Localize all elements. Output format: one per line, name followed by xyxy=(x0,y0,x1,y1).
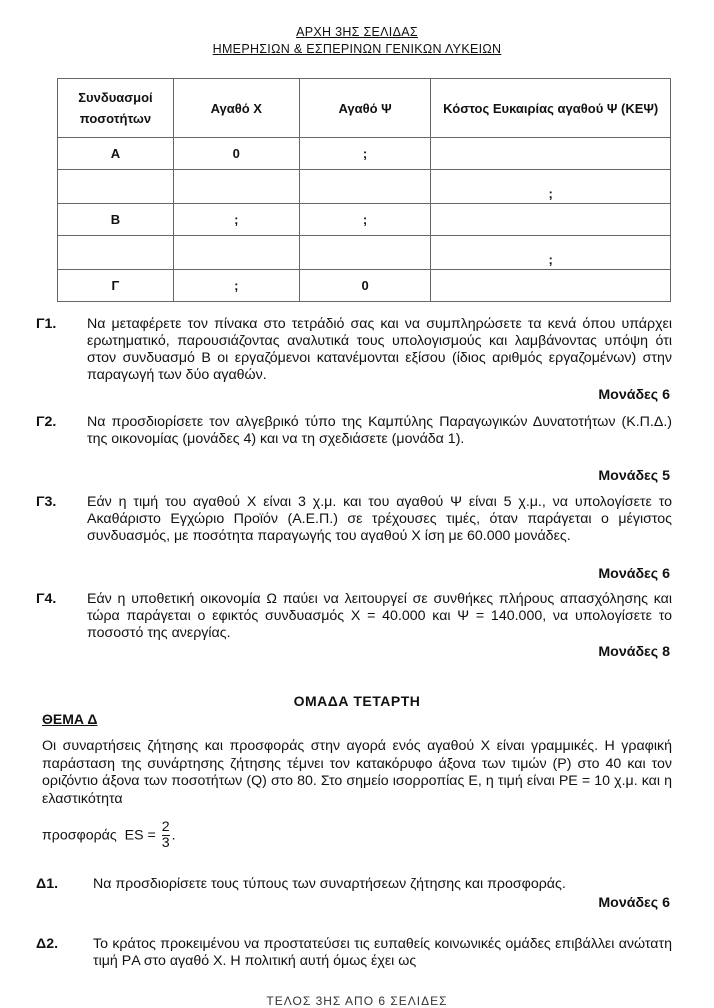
question-number: Γ3. xyxy=(36,494,57,510)
question-g4 xyxy=(36,591,672,642)
table-cell xyxy=(431,138,671,170)
question-g1 xyxy=(36,316,672,384)
table-cell: ; xyxy=(431,236,671,270)
table-cell: ; xyxy=(299,138,431,170)
header-line-2: ΗΜΕΡΗΣΙΩΝ & ΕΣΠΕΡΙΝΩΝ ΓΕΝΙΚΩΝ ΛΥΚΕΙΩΝ xyxy=(212,42,502,56)
points-label: Μονάδες 6 xyxy=(598,895,670,911)
question-number: Δ2. xyxy=(36,936,59,952)
elasticity-formula xyxy=(42,820,176,860)
page-footer: ΤΕΛΟΣ 3ΗΣ ΑΠΟ 6 ΣΕΛΙΔΕΣ xyxy=(266,994,448,1008)
table-cell xyxy=(299,236,431,270)
theme-title: ΘΕΜΑ Δ xyxy=(42,711,98,727)
table-cell: Β xyxy=(58,204,174,236)
table-cell xyxy=(431,270,671,302)
question-text: Εάν η υποθετική οικονομία Ω παύει να λειτουργεί σε συνθήκες πλήρους απασχόλησης και τώρα παράγεται ο εφικτός συνδυασμός Χ = 40.000 και Ψ = 140.000, να υπολογίσετε το ποσοστό της ανεργίας. xyxy=(87,591,672,641)
fraction xyxy=(162,820,170,851)
table-cell: 0 xyxy=(173,138,299,170)
table-row xyxy=(58,270,671,302)
fraction-denominator: 3 xyxy=(161,835,170,851)
points-label: Μονάδες 6 xyxy=(598,387,670,403)
question-text: Το κράτος προκειμένου να προστατεύσει τις ευπαθείς κοινωνικές ομάδες επιβάλλει ανώτατη τιμή PΑ στο αγαθό Χ. Η πολιτική αυτή όμως έχει ως xyxy=(93,936,672,969)
table-cell xyxy=(431,204,671,236)
table-cell: Γ xyxy=(58,270,174,302)
table-header-cell: Συνδυασμοί ποσοτήτων xyxy=(58,79,174,138)
theme-paragraph: Οι συναρτήσεις ζήτησης και προσφοράς στην αγορά ενός αγαθού Χ είναι γραμμικές. Η γραφική παράσταση της συνάρτησης ζήτησης τέμνει τον κατακόρυφο άξονα των τιμών (P) στο 40 και τον οριζόντιο άξονα των ποσοτήτων (Q) στο 80. Στο σημείο ισορροπίας Ε, η τιμή είναι PΕ = 10 χ.μ. και η ελαστικότητα xyxy=(42,738,672,807)
points-label: Μονάδες 5 xyxy=(598,468,670,484)
formula-suffix: . xyxy=(171,827,176,844)
table-row xyxy=(58,236,671,270)
question-text: Εάν η τιμή του αγαθού Χ είναι 3 χ.μ. και του αγαθού Ψ είναι 5 χ.μ., να υπολογίσετε το Ακαθάριστο Εγχώριο Προϊόν (Α.Ε.Π.) σε τρέχουσες τιμές, όταν παράγεται ο μέγιστος συνδυασμός, με ποσότητα παραγωγής του αγαθού Χ ίση με 60.000 μονάδες. xyxy=(87,494,672,544)
group-title: ΟΜΑΔΑ ΤΕΤΑΡΤΗ xyxy=(293,693,421,709)
formula-prefix: προσφοράς xyxy=(42,827,117,844)
table-row xyxy=(58,138,671,170)
fraction-numerator: 2 xyxy=(161,819,170,835)
table-row xyxy=(58,204,671,236)
table-header-cell: Αγαθό Χ xyxy=(173,79,299,138)
question-g3 xyxy=(36,494,672,545)
combinations-table xyxy=(57,78,671,302)
table-cell xyxy=(58,236,174,270)
header-line-1: ΑΡΧΗ 3ΗΣ ΣΕΛΙΔΑΣ xyxy=(296,25,418,39)
table-header-cell: Αγαθό Ψ xyxy=(299,79,431,138)
table-cell: ; xyxy=(173,204,299,236)
points-label: Μονάδες 6 xyxy=(598,566,670,582)
points-label: Μονάδες 8 xyxy=(598,644,670,660)
question-text: Να μεταφέρετε τον πίνακα στο τετράδιό σας και να συμπληρώσετε τα κενά όπου υπάρχει ερωτηματικό, παρουσιάζοντας αναλυτικά τους υπολογισμούς και λαμβάνοντας υπόψη ότι στον συνδυασμό Β οι εργαζόμενοι κατανέμονται εξίσου (ίδιος αριθμός εργαζομένων) στην παραγωγή των δύο αγαθών. xyxy=(87,316,672,383)
question-number: Γ1. xyxy=(36,316,57,332)
table-cell: ; xyxy=(299,204,431,236)
table-cell: Α xyxy=(58,138,174,170)
formula-lhs: ES = xyxy=(124,827,156,844)
question-number: Γ4. xyxy=(36,591,57,607)
page-header xyxy=(0,24,714,58)
question-g2 xyxy=(36,414,672,448)
table-cell: ; xyxy=(431,170,671,204)
question-d2 xyxy=(36,936,672,970)
table-cell: 0 xyxy=(299,270,431,302)
table-row xyxy=(58,170,671,204)
table-cell xyxy=(299,170,431,204)
question-number: Δ1. xyxy=(36,876,59,892)
table-cell xyxy=(58,170,174,204)
table-header-row xyxy=(58,79,671,138)
question-text: Να προσδιορίσετε τον αλγεβρικό τύπο της Καμπύλης Παραγωγικών Δυνατοτήτων (Κ.Π.Δ.) της οικονομίας (μονάδες 4) και να τη σχεδιάσετε (μονάδα 1). xyxy=(87,414,672,447)
table-cell xyxy=(173,170,299,204)
table-cell: ; xyxy=(173,270,299,302)
table-header-cell: Κόστος Ευκαιρίας αγαθού Ψ (ΚΕΨ) xyxy=(431,79,671,138)
question-d1 xyxy=(36,876,672,893)
question-text: Να προσδιορίσετε τους τύπους των συναρτήσεων ζήτησης και προσφοράς. xyxy=(93,876,566,892)
question-number: Γ2. xyxy=(36,414,57,430)
table-cell xyxy=(173,236,299,270)
